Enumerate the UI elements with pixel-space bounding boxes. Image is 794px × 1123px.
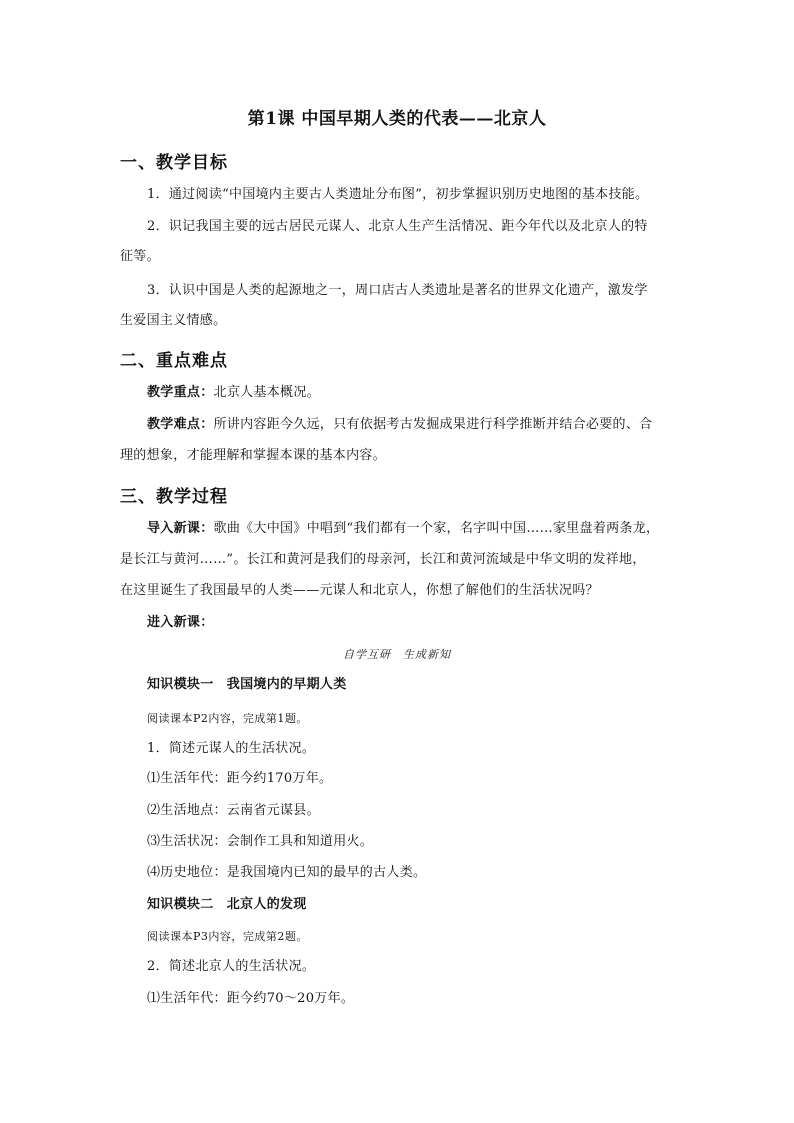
module-1-answer-2: ⑵生活地点：云南省元谋县。: [147, 803, 320, 818]
module-2-answer-1: ⑴生活年代：距今约70～20万年。: [147, 991, 355, 1006]
module-1-title: 知识模块一 我国境内的早期人类: [147, 677, 347, 692]
page-title: 第1课 中国早期人类的代表——北京人: [247, 109, 547, 129]
module-1-answer-4: ⑷历史地位：是我国境内已知的最早的古人类。: [147, 865, 427, 880]
objective-item-2-cont: 征等。: [120, 249, 160, 264]
difficulty-line: [147, 416, 652, 434]
module-2-instruction: 阅读课本P3内容，完成第2题。: [147, 930, 308, 943]
intro-text: 歌曲《大中国》中唱到“我们都有一个家，名字叫中国……家里盘着两条龙，: [213, 521, 660, 536]
difficulty-text-cont: 理的想象，才能理解和掌握本课的基本内容。: [120, 448, 387, 463]
objective-item-3: 3．认识中国是人类的起源地之一，周口店古人类遗址是著名的世界文化遗产，激发学: [147, 283, 648, 298]
focus-line: [147, 384, 320, 402]
section-heading-objectives: 一、教学目标: [120, 153, 228, 173]
intro-text-cont-2: 在这里诞生了我国最早的人类——元谋人和北京人，你想了解他们的生活状况吗？: [120, 583, 599, 598]
module-1-answer-1: ⑴生活年代：距今约170万年。: [147, 771, 333, 786]
focus-label: 教学重点：: [147, 385, 214, 400]
focus-text: 北京人基本概况。: [213, 385, 320, 400]
module-1-instruction: 阅读课本P2内容，完成第1题。: [147, 712, 308, 725]
section-heading-key-points: 二、重点难点: [120, 351, 228, 371]
difficulty-label: 教学难点：: [147, 417, 214, 432]
section-heading-process: 三、教学过程: [120, 487, 228, 507]
difficulty-text: 所讲内容距今久远，只有依据考古发掘成果进行科学推断并结合必要的、合: [213, 417, 653, 432]
objective-item-1: 1．通过阅读“中国境内主要古人类遗址分布图”，初步掌握识别历史地图的基本技能。: [147, 187, 649, 202]
enter-new-lesson-label: 进入新课：: [147, 615, 214, 630]
module-2-question: 2．简述北京人的生活状况。: [147, 959, 316, 974]
module-1-question: 1．简述元谋人的生活状况。: [147, 741, 316, 756]
module-1-answer-3: ⑶生活状况：会制作工具和知道用火。: [147, 834, 374, 849]
objective-item-2: 2．识记我国主要的远古居民元谋人、北京人生产生活情况、距今年代以及北京人的特: [147, 219, 648, 234]
intro-line: [147, 520, 659, 538]
self-study-heading: 自学互研 生成新知: [343, 648, 451, 661]
objective-item-3-cont: 生爱国主义情感。: [120, 313, 227, 328]
intro-text-cont-1: 是长江与黄河……”。长江和黄河是我们的母亲河，长江和黄河流域是中华文明的发祥地，: [120, 552, 646, 567]
module-2-title: 知识模块二 北京人的发现: [147, 897, 307, 912]
intro-label: 导入新课：: [147, 521, 214, 536]
